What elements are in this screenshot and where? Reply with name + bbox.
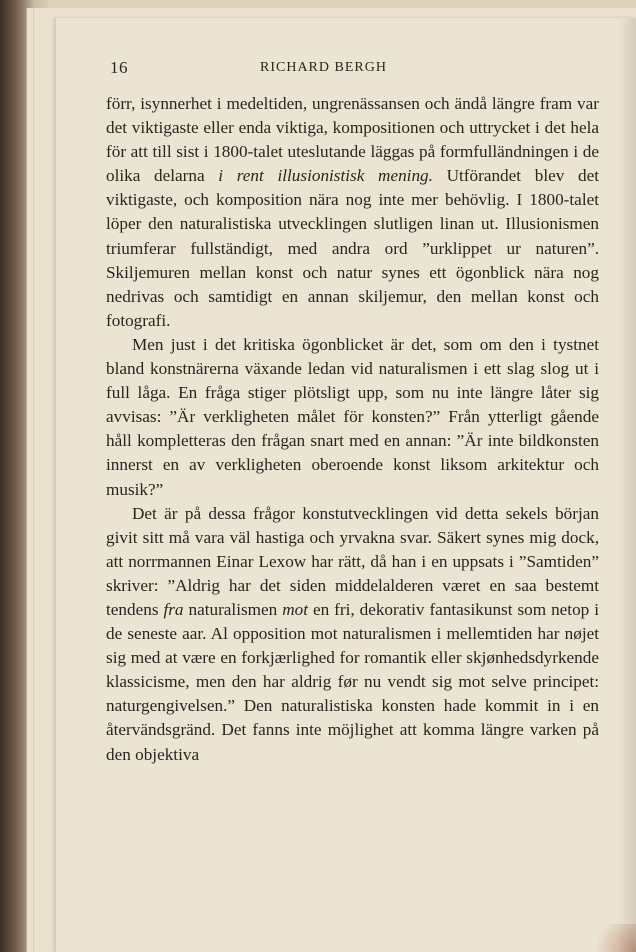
paragraph-2 (106, 333, 599, 502)
paragraph-1-segment-1: förr, isynnerhet i medeltiden, ungrenässansen och ändå längre fram var det viktigaste eller enda viktiga, kompositionen och uttrycket i det hela för att till sist i 1800-talet uteslutande läggas på formfulländningen i de olika delarna (106, 94, 599, 186)
paragraph-3-segment-1: Det är på dessa frågor konstutvecklingen vid detta sekels början givit sitt må vara väl hastiga och yrvakna svar. Säkert synes mig dock, att norrmannen Einar Lexow har rätt, då han i en uppsats i ”Samtiden” skriver: ”Aldrig har det siden middelalderen været en saa bestemt tendens (106, 503, 599, 619)
running-head: RICHARD BERGH (260, 60, 387, 75)
paragraph-3-italic-fra: fra (163, 599, 184, 619)
page-corner-stain (584, 924, 636, 952)
paragraph-1 (106, 92, 599, 333)
page-number: 16 (110, 58, 128, 77)
body-text (106, 92, 599, 767)
paragraph-1-italic-phrase: i rent illusionistisk mening. (218, 166, 433, 186)
paragraph-2-segment-1: Men just i det kritiska ögonblicket är det, som om den i tystnet bland konstnärerna växande ledan vid naturalismen i ett slag slog ut i full låga. En fråga stiger plötsligt upp, som nu inte längre låter sig avvisas: ”Är verkligheten målet för konsten?” Från ytterligt gående håll kompletteras den frågan snart med en annan: ”Är inte bildkonsten innerst en av verkligheten oberoende konst liksom arkitektur och musik?” (106, 334, 599, 499)
page-header (0, 58, 600, 82)
paragraph-3 (106, 502, 599, 767)
paragraph-3-segment-5: en fri, dekorativ fantasikunst som netop i de seneste aar. Al opposition mot naturalismen i mellemtiden har nøjet sig med at være en forkjærlighed for romantik eller skjønhedsdyrkende klassicisme, men den har aldrig før nu vendt sig mot selve principet: naturgengivelsen.” Den naturalistiska konsten hade kommit in i en återvändsgränd. Det fanns inte möjlighet att komma längre varken på den objektiva (106, 599, 599, 764)
paragraph-3-segment-3: naturalismen (183, 599, 283, 619)
paragraph-3-italic-mot: mot (282, 599, 308, 619)
paragraph-1-segment-3: Utförandet blev det viktigaste, och komposition nära nog inte mer behövlig. I 1800-talet löper den naturalistiska utvecklingen slutligen linan ut. Illusionismen triumferar fullständigt, med andra ord ”urklippet ur naturen”. Skiljemuren mellan konst och natur synes ett ögonblick nära nog nedrivas och samtidigt en annan skiljemur, den mellan konst och fotografi. (106, 166, 599, 330)
